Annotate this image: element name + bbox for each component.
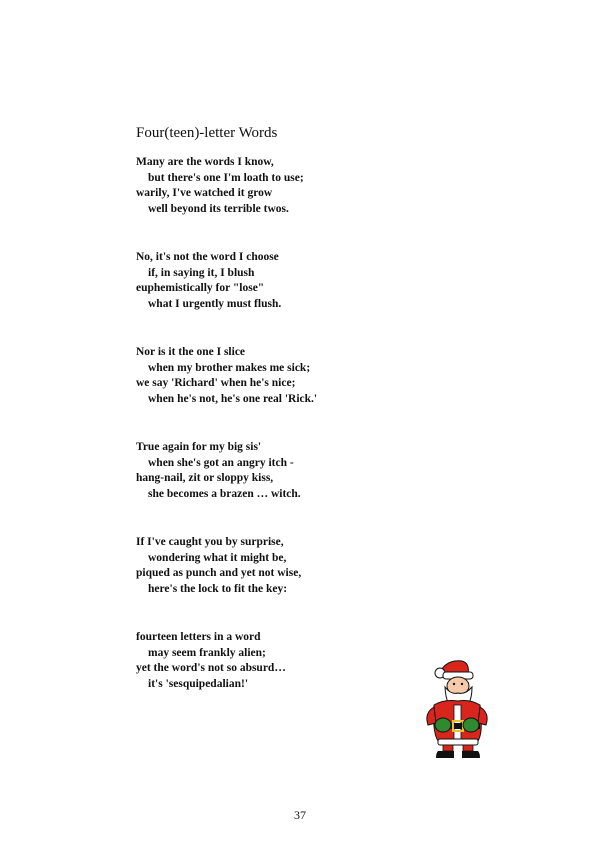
stanza	[136, 440, 436, 502]
poem-body	[136, 155, 436, 725]
stanza	[136, 155, 436, 217]
page-number: 37	[294, 808, 306, 822]
poem-line: she becomes a brazen … witch.	[148, 487, 301, 500]
stanza	[136, 250, 436, 312]
poem-line: wondering what it might be,	[148, 551, 287, 564]
stanza	[136, 630, 436, 692]
poem-line: when my brother makes me sick;	[148, 361, 311, 374]
poem-line: True again for my big sis'	[136, 441, 262, 453]
poem-line: when she's got an angry itch -	[148, 456, 294, 469]
poem-line: fourteen letters in a word	[136, 631, 261, 643]
poem-line: If I've caught you by surprise,	[136, 536, 284, 548]
poem-line: euphemistically for "lose"	[136, 282, 265, 294]
poem-line: here's the lock to fit the key:	[148, 582, 288, 595]
poem-line: piqued as punch and yet not wise,	[136, 567, 302, 579]
poem-line: but there's one I'm loath to use;	[148, 171, 304, 184]
poem-line: Nor is it the one I slice	[136, 346, 246, 358]
poem-line: well beyond its terrible twos.	[148, 202, 289, 215]
stanza	[136, 535, 436, 597]
poem-line: when he's not, he's one real 'Rick.'	[148, 392, 318, 405]
poem-title: Four(teen)-letter Words	[136, 125, 278, 141]
poem-line: hang-nail, zit or sloppy kiss,	[136, 472, 274, 484]
poem-line: it's 'sesquipedalian!'	[148, 677, 249, 690]
stanza	[136, 345, 436, 407]
poem-line: if, in saying it, I blush	[148, 266, 255, 279]
poem-line: we say 'Richard' when he's nice;	[136, 377, 296, 389]
poem-line: No, it's not the word I choose	[136, 251, 279, 263]
santa-claus-icon	[410, 655, 496, 759]
poem-line: Many are the words I know,	[136, 156, 274, 168]
poem-line: warily, I've watched it grow	[136, 187, 273, 199]
poem-line: may seem frankly alien;	[148, 646, 266, 659]
poem-line: yet the word's not so absurd…	[136, 662, 286, 674]
poem-line: what I urgently must flush.	[148, 297, 282, 310]
